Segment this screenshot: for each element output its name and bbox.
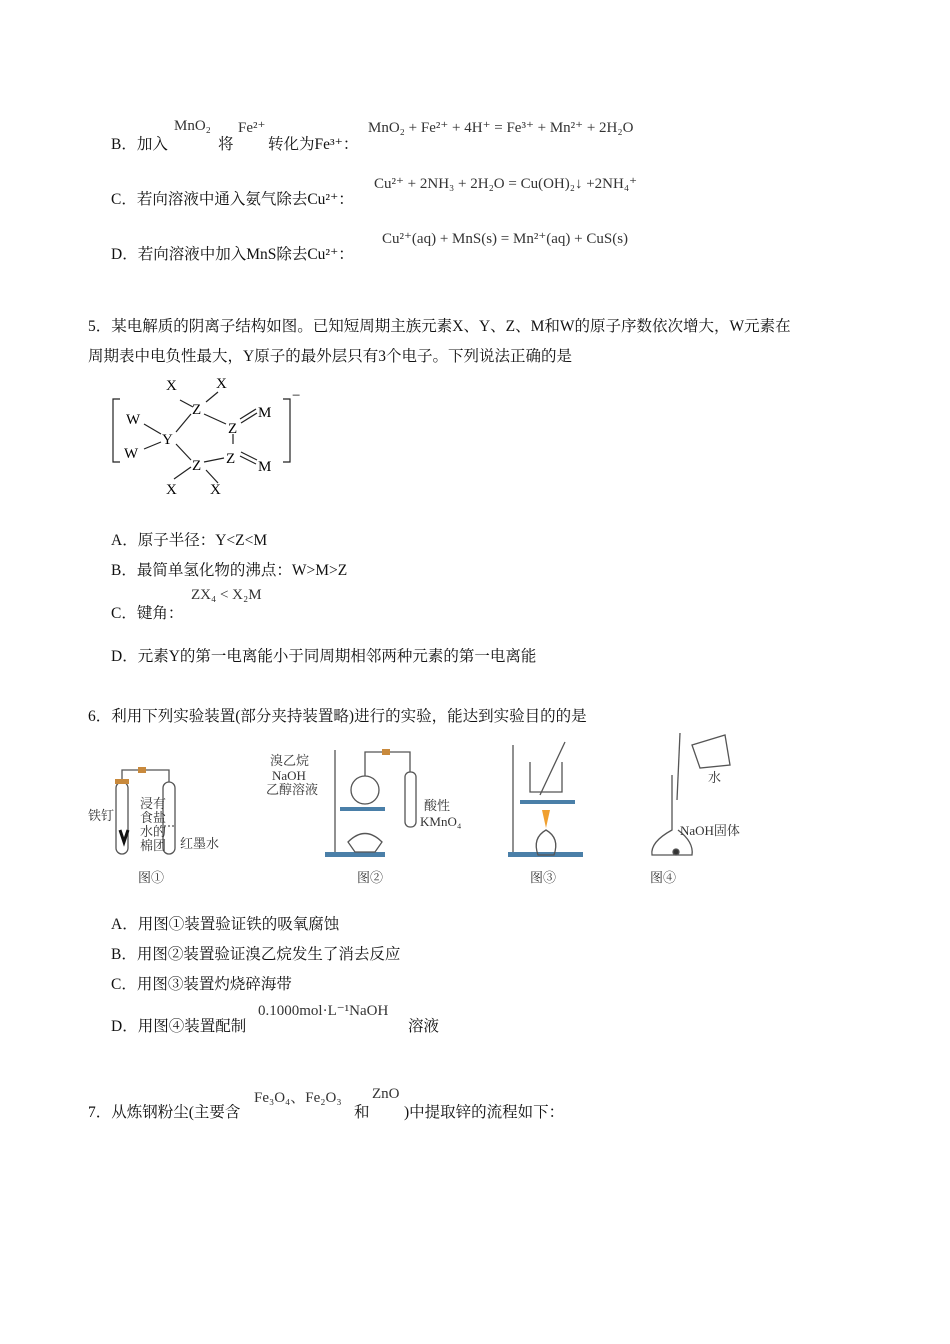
q4-d-formula: Cu²⁺(aq) + MnS(s) = Mn²⁺(aq) + CuS(s) xyxy=(382,231,629,247)
atom-z: Z xyxy=(192,402,202,418)
label-cotton: 棉 xyxy=(140,838,154,853)
q4-b-fe2: Fe²⁺ xyxy=(238,120,266,136)
label-cotton: 水 xyxy=(140,824,154,839)
label-ethanol-solution: 乙醇溶液 xyxy=(266,782,319,797)
q5-option-a: A．原子半径：Y<Z<M xyxy=(111,532,268,549)
figure-2-caption: 图② xyxy=(357,870,384,885)
q4-b-mno2: MnO₂ xyxy=(174,118,211,134)
atom-y: Y xyxy=(162,432,173,448)
q5-option-c: C．键角： xyxy=(111,605,184,622)
q5-option-b: B．最简单氢化物的沸点：W>M>Z xyxy=(111,562,348,579)
apparatus-figures xyxy=(80,730,780,890)
label-cotton: 有 xyxy=(153,796,167,811)
charge: − xyxy=(292,388,301,404)
q5-option-d: D．元素Y的第一电离能小于同周期相邻两种元素的第一电离能 xyxy=(111,648,537,665)
q4-b-tail: 转化为Fe³⁺： xyxy=(268,136,359,153)
atom-x: X xyxy=(166,378,177,394)
q4-c-formula: Cu²⁺ + 2NH₃ + 2H₂O = Cu(OH)₂↓ +2NH₄⁺ xyxy=(374,176,637,192)
q7-formula-iron-oxides: Fe₃O₄、Fe₂O₃ xyxy=(254,1090,342,1106)
figure-3 xyxy=(508,742,583,857)
label-cotton: 的 xyxy=(153,824,167,839)
atom-w: W xyxy=(124,446,139,462)
atom-w: W xyxy=(126,412,141,428)
label-cotton: 团 xyxy=(153,838,167,853)
q4-d-label: D．若向溶液中加入MnS除去Cu²⁺： xyxy=(111,246,354,263)
atom-m: M xyxy=(258,405,272,421)
atom-x: X xyxy=(166,482,177,498)
q5-stem-line1: 5．某电解质的阴离子结构如图。已知短周期主族元素X、Y、Z、M和W的原子序数依次增大，W元素在 xyxy=(88,318,791,335)
label-nail: 铁钉 xyxy=(88,808,115,823)
q4-c-label: C．若向溶液中通入氨气除去Cu²⁺： xyxy=(111,191,354,208)
label-red-ink: 红墨水 xyxy=(180,836,220,851)
label-water: 水 xyxy=(708,770,722,785)
q7-formula-zno: ZnO xyxy=(372,1086,400,1102)
q6-option-a: A．用图①装置验证铁的吸氧腐蚀 xyxy=(111,916,340,933)
q6-option-d-tail: 溶液 xyxy=(408,1018,440,1035)
figure-1-caption: 图① xyxy=(138,870,165,885)
figure-2 xyxy=(325,749,416,857)
label-cotton: 食 xyxy=(140,810,154,825)
q7-stem-post: )中提取锌的流程如下： xyxy=(404,1104,565,1121)
q6-option-d-formula: 0.1000mol·L⁻¹NaOH xyxy=(258,1003,389,1019)
q4-b-formula: MnO₂ + Fe²⁺ + 4H⁺ = Fe³⁺ + Mn²⁺ + 2H₂O xyxy=(368,120,634,136)
q6-option-d: D．用图④装置配制 xyxy=(111,1018,247,1035)
q7-stem-pre: 7．从炼钢粉尘(主要含 xyxy=(88,1104,241,1121)
figure-3-caption: 图③ xyxy=(530,870,557,885)
q6-option-b: B．用图②装置验证溴乙烷发生了消去反应 xyxy=(111,946,401,963)
q5-option-c-formula: ZX₄ < X₂M xyxy=(191,587,262,603)
q5-stem-line2: 周期表中电负性最大，Y原子的最外层只有3个电子。下列说法正确的是 xyxy=(88,348,572,365)
atom-x: X xyxy=(216,376,227,392)
label-naoh-solid: NaOH固体 xyxy=(680,823,740,838)
label-cotton: 浸 xyxy=(140,796,154,811)
atom-z: Z xyxy=(192,458,202,474)
atom-z: Z xyxy=(226,451,236,467)
q4-b-jiang: 将 xyxy=(218,136,234,153)
figure-4-caption: 图④ xyxy=(650,870,677,885)
label-naoh: NaOH xyxy=(272,768,306,783)
anion-structure-diagram xyxy=(108,372,308,502)
atom-z: Z xyxy=(228,421,238,437)
label-bromoethane: 溴乙烷 xyxy=(270,753,310,768)
label-acidic: 酸性 xyxy=(424,798,451,813)
q4-b-label: B．加入 xyxy=(111,136,168,153)
label-kmno4: KMnO₄ xyxy=(420,814,462,829)
q6-option-c: C．用图③装置灼烧碎海带 xyxy=(111,976,292,993)
q7-and: 和 xyxy=(354,1104,370,1121)
atom-x: X xyxy=(210,482,221,498)
label-cotton: 盐 xyxy=(153,810,167,825)
q6-stem: 6．利用下列实验装置(部分夹持装置略)进行的实验，能达到实验目的的是 xyxy=(88,708,587,725)
atom-m: M xyxy=(258,459,272,475)
